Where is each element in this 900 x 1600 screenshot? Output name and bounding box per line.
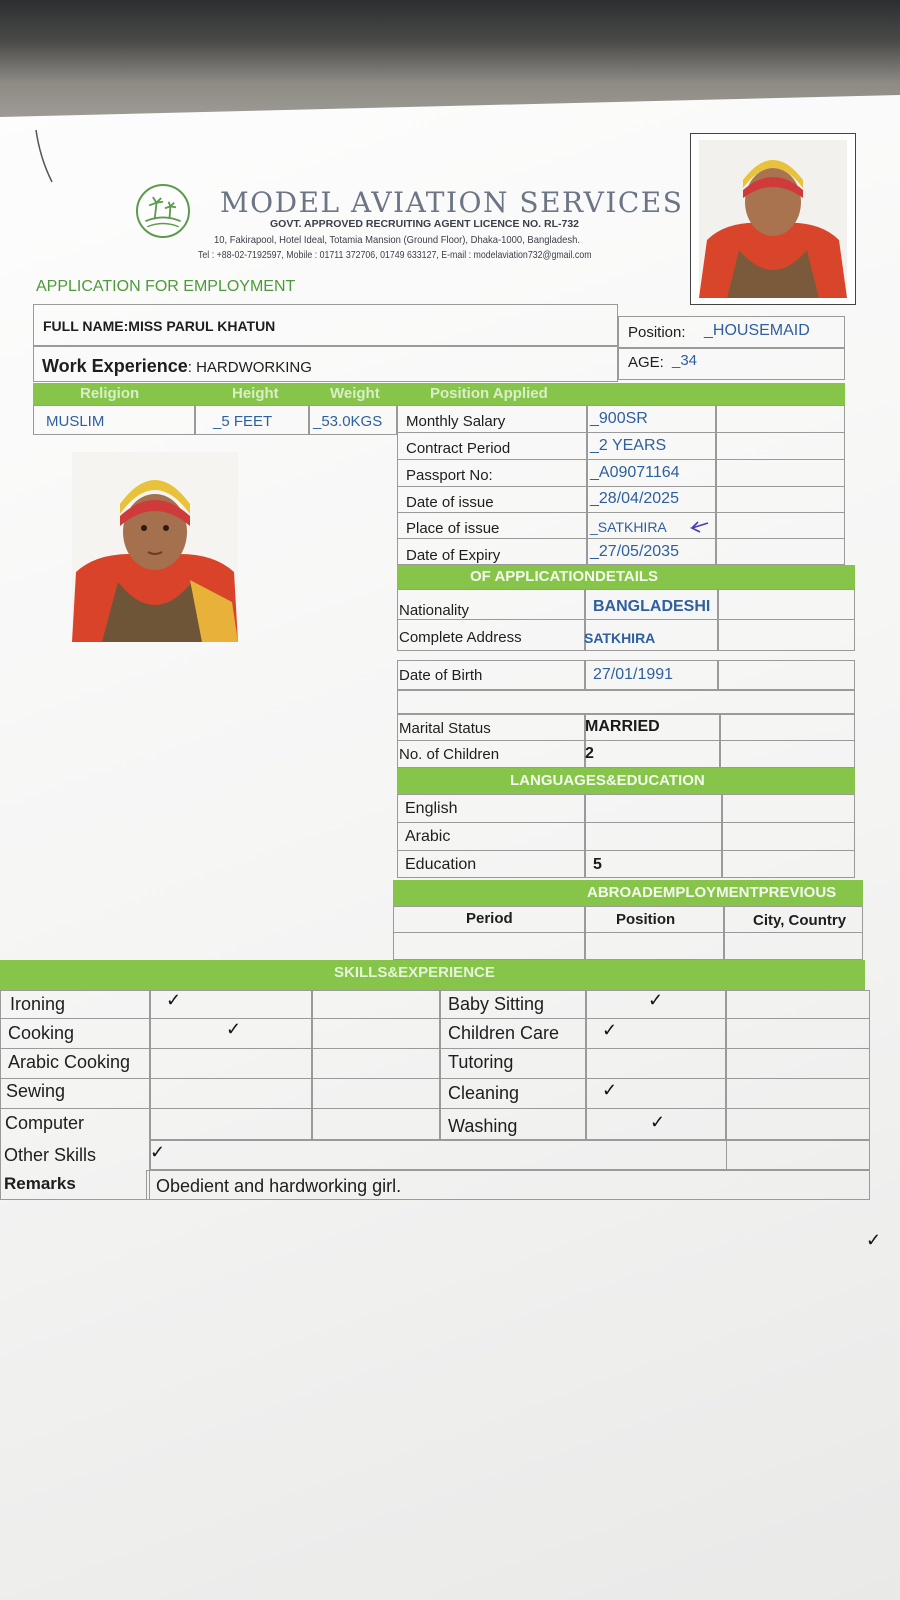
skill-baby-sitting: Baby Sitting (448, 994, 545, 1014)
pen-arrow-mark (688, 520, 710, 534)
pa-extra-col (716, 405, 845, 565)
company-logo (136, 184, 190, 238)
pa-line (397, 432, 845, 433)
education-label: Education (405, 856, 477, 873)
company-name: MODEL AVIATION SERVICES (220, 186, 684, 219)
salary-label: Monthly Salary (406, 413, 506, 430)
nationality-label: Nationality (399, 602, 470, 619)
skills-line (0, 1108, 870, 1109)
lang-value-col (585, 794, 722, 878)
height-header: Height (232, 385, 279, 402)
height-value: _5 FEET (213, 413, 273, 430)
religion-value: MUSLIM (46, 413, 105, 430)
lang-extra-col (722, 794, 855, 878)
pa-line (397, 538, 845, 539)
issue-date-label: Date of issue (406, 494, 494, 511)
skills-col-2 (150, 990, 312, 1140)
abroad-title: ABROADEMPLOYMENTPREVIOUS (587, 884, 837, 901)
blank-row (397, 690, 855, 714)
pen-stroke-mark (30, 128, 60, 186)
pa-line (397, 459, 845, 460)
issue-date-value: _28/04/2025 (590, 490, 679, 507)
passport-value: _A09071164 (590, 464, 680, 481)
contract-value: _2 YEARS (590, 437, 667, 454)
remarks-text: Obedient and hardworking girl. (156, 1176, 402, 1196)
address-label: Complete Address (399, 629, 522, 646)
applicant-photo-small (699, 140, 847, 298)
skill-children-care: Children Care (448, 1023, 560, 1043)
details-line (397, 619, 855, 620)
expiry-value: _27/05/2035 (590, 543, 679, 560)
skill-arabic-cooking: Arabic Cooking (8, 1052, 131, 1072)
period-header: Period (466, 910, 513, 927)
tick-ironing: ✓ (166, 990, 182, 1010)
skills-line (0, 1018, 870, 1019)
skills-line (0, 1078, 870, 1079)
age-label: AGE: (628, 354, 664, 371)
skill-sewing: Sewing (6, 1081, 66, 1101)
marital-line (397, 740, 855, 741)
address-value: SATKHIRA (584, 630, 656, 646)
applicant-photo (72, 452, 238, 642)
work-experience (42, 356, 312, 377)
passport-label: Passport No: (406, 467, 493, 484)
tick-children-care: ✓ (602, 1020, 618, 1040)
work-value: : HARDWORKING (187, 359, 312, 376)
position-value: _HOUSEMAID (704, 322, 810, 339)
marital-extra-col (720, 714, 855, 768)
form-title: APPLICATION FOR EMPLOYMENT (36, 278, 296, 295)
abroad-line (393, 932, 863, 933)
details-extra-col (718, 589, 855, 651)
tick-washing: ✓ (650, 1112, 666, 1132)
children-label: No. of Children (399, 746, 500, 763)
remarks-label: Remarks (4, 1174, 76, 1193)
position-applied-header: Position Applied (430, 385, 548, 402)
salary-value: _900SR (590, 410, 648, 427)
tick-cleaning: ✓ (602, 1080, 618, 1100)
nationality-value: BANGLADESHI (593, 598, 711, 615)
company-address: 10, Fakirapool, Hotel Ideal, Totamia Mansion (Ground Floor), Dhaka-1000, Bangladesh. (214, 234, 580, 246)
passport-photo-frame (690, 133, 856, 305)
skills-title: SKILLS&EXPERIENCE (334, 964, 495, 981)
city-header: City, Country (753, 912, 847, 929)
stray-tick-mark: ✓ (866, 1230, 882, 1250)
abroad-position-header: Position (616, 911, 676, 928)
lang-line (397, 822, 855, 823)
dob-extra-cell (718, 660, 855, 690)
children-value: 2 (585, 745, 594, 762)
skill-computer: Computer (5, 1113, 85, 1133)
tick-cooking: ✓ (226, 1019, 242, 1039)
dob-value: 27/01/1991 (593, 666, 674, 683)
pa-line (397, 512, 845, 513)
skill-tutoring: Tutoring (448, 1052, 514, 1072)
company-contact: Tel : +88-02-7192597, Mobile : 01711 372706, 01749 633127, E-mail : modelaviation732@gmail.com (198, 250, 592, 261)
other-skills-end (726, 1140, 870, 1170)
skills-col-6 (726, 990, 870, 1140)
pa-line (397, 486, 845, 487)
work-label: Work Experience (42, 356, 188, 376)
marital-label: Marital Status (399, 720, 491, 737)
arabic-label: Arabic (405, 828, 451, 845)
tick-other-skills: ✓ (150, 1142, 166, 1162)
issue-place-label: Place of issue (406, 520, 500, 537)
skill-ironing: Ironing (10, 994, 66, 1014)
contract-label: Contract Period (406, 440, 511, 457)
dob-label: Date of Birth (399, 667, 483, 684)
weight-header: Weight (330, 385, 380, 402)
languages-title: LANGUAGES&EDUCATION (510, 772, 705, 789)
marital-value: MARRIED (585, 718, 660, 735)
religion-header: Religion (80, 385, 140, 402)
position-label: Position: (628, 324, 686, 341)
issue-place-value: _SATKHIRA (590, 519, 667, 535)
skill-washing: Washing (448, 1116, 518, 1136)
skill-other: Other Skills (4, 1145, 97, 1165)
english-label: English (405, 800, 458, 817)
details-title: OF APPLICATIONDETAILS (470, 568, 659, 585)
licence-text: GOVT. APPROVED RECRUITING AGENT LICENCE NO. RL-732 (270, 218, 580, 230)
education-value: 5 (593, 856, 602, 873)
skill-cleaning: Cleaning (448, 1083, 520, 1103)
skill-cooking: Cooking (8, 1023, 75, 1043)
skills-col-3 (312, 990, 440, 1140)
full-name: FULL NAME:MISS PARUL KHATUN (43, 318, 276, 334)
pa-value-col (587, 405, 716, 565)
expiry-label: Date of Expiry (406, 547, 501, 564)
age-value: _34 (672, 352, 698, 369)
lang-line (397, 850, 855, 851)
skills-line (0, 1048, 870, 1049)
tick-baby-sitting: ✓ (648, 990, 664, 1010)
weight-value: _53.0KGS (313, 413, 383, 430)
